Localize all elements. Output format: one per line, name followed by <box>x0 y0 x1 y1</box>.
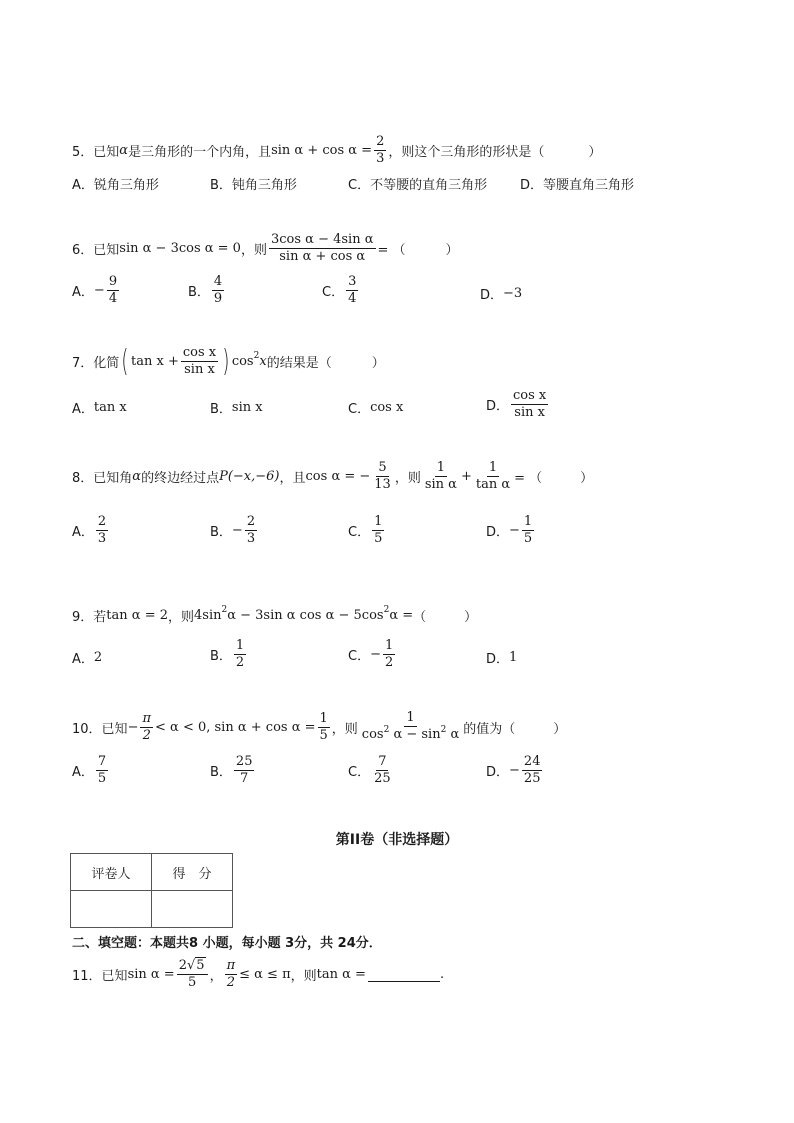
grader-cell <box>71 891 152 928</box>
question-text: 若 <box>93 610 107 625</box>
question-number: 9． <box>72 610 94 625</box>
math-expression: tan x + <box>131 354 179 369</box>
exponent: 2 <box>253 350 260 361</box>
option-c: C． $\frac{3}{4}$ <box>322 274 357 306</box>
option-b: B． $\frac{1}{2}$ <box>210 638 245 670</box>
question-text: ，则 <box>290 969 317 984</box>
option-c: C．不等腰的直角三角形 <box>348 178 488 193</box>
question-text: ，则 <box>240 243 267 258</box>
question-7 <box>72 345 385 378</box>
fraction: $\frac{2}{3}$ <box>246 514 256 546</box>
right-paren: ) <box>222 343 230 379</box>
question-number: 8． <box>72 471 94 486</box>
fraction: $\frac{1}{2}$ <box>235 638 245 670</box>
question-text: 已知 <box>93 243 120 258</box>
question-number: 5． <box>72 145 94 160</box>
math-symbol: α <box>119 143 129 158</box>
fraction: $\frac{1}{2}$ <box>384 638 394 670</box>
math-symbol: x <box>259 354 267 369</box>
fraction: $\frac{2}{3}$ <box>97 514 107 546</box>
fraction: $\frac{\pi}{2}$ <box>142 710 152 743</box>
option-c: C． $\frac{1}{5}$ <box>348 514 383 546</box>
fraction: $\frac{\pi}{2}$ <box>226 958 236 990</box>
fraction: $\frac{\text{cos x}}{\text{sin x}}$ <box>513 388 547 420</box>
fraction: $\frac{1}{\text{sin α}}$ <box>424 460 457 492</box>
option-b: B．钝角三角形 <box>210 178 297 193</box>
question-number: 6． <box>72 243 94 258</box>
score-header: 得 分 <box>152 854 233 891</box>
equals: = （ <box>377 243 406 258</box>
option-d: D．等腰直角三角形 <box>520 178 635 193</box>
score-cell <box>152 891 233 928</box>
question-number: 7． <box>72 356 94 371</box>
point-label: P(−x,−6) <box>219 469 280 484</box>
option-d: D． −3 <box>480 286 523 303</box>
option-a: A． $\frac{7}{5}$ <box>72 754 107 786</box>
question-text: 的终边经过点 <box>141 471 220 486</box>
score-table <box>70 853 233 928</box>
fraction: $\frac{4}{9}$ <box>213 274 223 306</box>
option-d: D． 1 <box>486 650 518 667</box>
fraction: $\frac{1}{5}$ <box>523 514 533 546</box>
fraction: $\frac{1}{5}$ <box>319 710 328 743</box>
math-expression: tan α = <box>316 967 366 982</box>
equals: = （ <box>514 471 543 486</box>
section-title: 第II卷（非选择题） <box>335 832 459 848</box>
period: . <box>439 967 445 982</box>
close-paren: ） <box>464 610 478 625</box>
math-expression: cos α = − <box>305 469 371 484</box>
question-6 <box>72 232 459 265</box>
close-paren: ） <box>588 145 602 160</box>
option-a: A． tan x <box>72 400 127 417</box>
close-paren: ） <box>445 243 459 258</box>
fraction: $\frac{2}{3}$ <box>376 134 385 166</box>
question-text: 已知 <box>101 969 128 984</box>
math-expression: < α < 0, sin α + cos α = <box>155 719 316 735</box>
option-a: A． − $\frac{9}{4}$ <box>72 274 118 306</box>
plus-sign: + <box>460 469 472 484</box>
math-expression: cos <box>231 354 254 369</box>
fraction: $\frac{25}{7}$ <box>235 754 253 786</box>
fraction: $\frac{5}{13}$ <box>374 460 391 492</box>
question-text: ，则 <box>331 721 358 737</box>
fraction: $\frac{1}{5}$ <box>374 514 383 546</box>
option-d: D． $\frac{\text{cos x}}{\text{sin x}}$ <box>486 388 547 420</box>
option-b: B． − $\frac{2}{3}$ <box>210 514 256 546</box>
option-b: B． $\frac{25}{7}$ <box>210 754 253 786</box>
fraction: $\frac{9}{4}$ <box>108 274 118 306</box>
question-text: （ <box>413 610 427 625</box>
option-d: D． − $\frac{24}{25}$ <box>486 754 541 786</box>
option-a: A．锐角三角形 <box>72 178 159 193</box>
option-a: A． $\frac{2}{3}$ <box>72 514 107 546</box>
option-b: B． $\frac{4}{9}$ <box>188 274 223 306</box>
question-text: ，则这个三角形的形状是（ <box>388 145 545 160</box>
fraction: $\frac{1}{\cos^2 \alpha - \sin^2 \alpha}$ <box>361 710 460 742</box>
fraction: $\frac{1}{\text{tan α}}$ <box>475 460 511 492</box>
question-5 <box>72 134 601 167</box>
question-text: 已知 <box>101 721 128 737</box>
option-a: A． 2 <box>72 650 103 667</box>
question-9 <box>72 606 477 625</box>
left-paren: ( <box>121 343 129 379</box>
math-expression: ≤ α ≤ π <box>239 967 291 982</box>
grader-header: 评卷人 <box>71 854 152 891</box>
exponent: 2 <box>221 604 228 615</box>
question-text: 的结果是（ <box>266 356 332 371</box>
question-text: 化简 <box>93 356 120 371</box>
option-c: C． − $\frac{1}{2}$ <box>348 638 394 670</box>
fraction: $\frac{3}{4}$ <box>348 274 357 306</box>
question-text: ，且 <box>279 471 306 486</box>
fraction: $\frac{\text{3cos α − 4sin α}}{\text{sin α + cos α}}$ <box>270 232 374 264</box>
math-expression: sin α = <box>127 967 175 982</box>
math-expression: sin α + cos α = <box>271 143 373 158</box>
separator: ， <box>209 969 223 984</box>
question-text: 已知 <box>93 145 120 160</box>
question-number: 10． <box>72 721 102 737</box>
question-11 <box>72 958 444 991</box>
option-d: D． − $\frac{1}{5}$ <box>486 514 533 546</box>
exponent: 2 <box>383 604 390 615</box>
section-heading: 二、填空题：本题共8 小题，每小题 3分，共 24分． <box>72 936 382 951</box>
close-paren: ） <box>580 471 594 486</box>
fraction: $\frac{2√5}{5}$ <box>177 958 208 991</box>
math-expression: 4sin <box>194 608 222 623</box>
math-expression: α − 3sin α cos α − 5cos <box>227 608 384 623</box>
question-text: 已知角 <box>93 471 133 486</box>
math-expression: sin α − 3cos α = 0 <box>119 241 241 256</box>
option-c: C． cos x <box>348 400 404 417</box>
question-text: ，则 <box>394 471 421 486</box>
close-paren: ） <box>371 356 385 371</box>
question-text: 的值为（ <box>463 721 516 737</box>
question-text: ，则 <box>167 610 194 625</box>
fraction: $\frac{7}{5}$ <box>97 754 107 786</box>
math-expression: tan α = 2 <box>106 608 168 623</box>
fraction: $\frac{24}{25}$ <box>523 754 541 786</box>
question-8 <box>72 460 593 493</box>
fraction: $\frac{\text{cos x}}{\text{sin x}}$ <box>182 345 217 377</box>
close-paren: ） <box>553 721 567 737</box>
answer-blank[interactable] <box>368 967 440 982</box>
minus-sign: − <box>127 719 139 735</box>
question-number: 11． <box>72 969 102 984</box>
question-10 <box>72 710 566 744</box>
option-b: B． sin x <box>210 400 263 417</box>
option-c: C． $\frac{7}{25}$ <box>348 754 391 786</box>
question-text: 是三角形的一个内角，且 <box>128 145 272 160</box>
fraction: $\frac{7}{25}$ <box>374 754 391 786</box>
math-expression: α = <box>389 608 414 623</box>
math-symbol: α <box>132 469 142 484</box>
